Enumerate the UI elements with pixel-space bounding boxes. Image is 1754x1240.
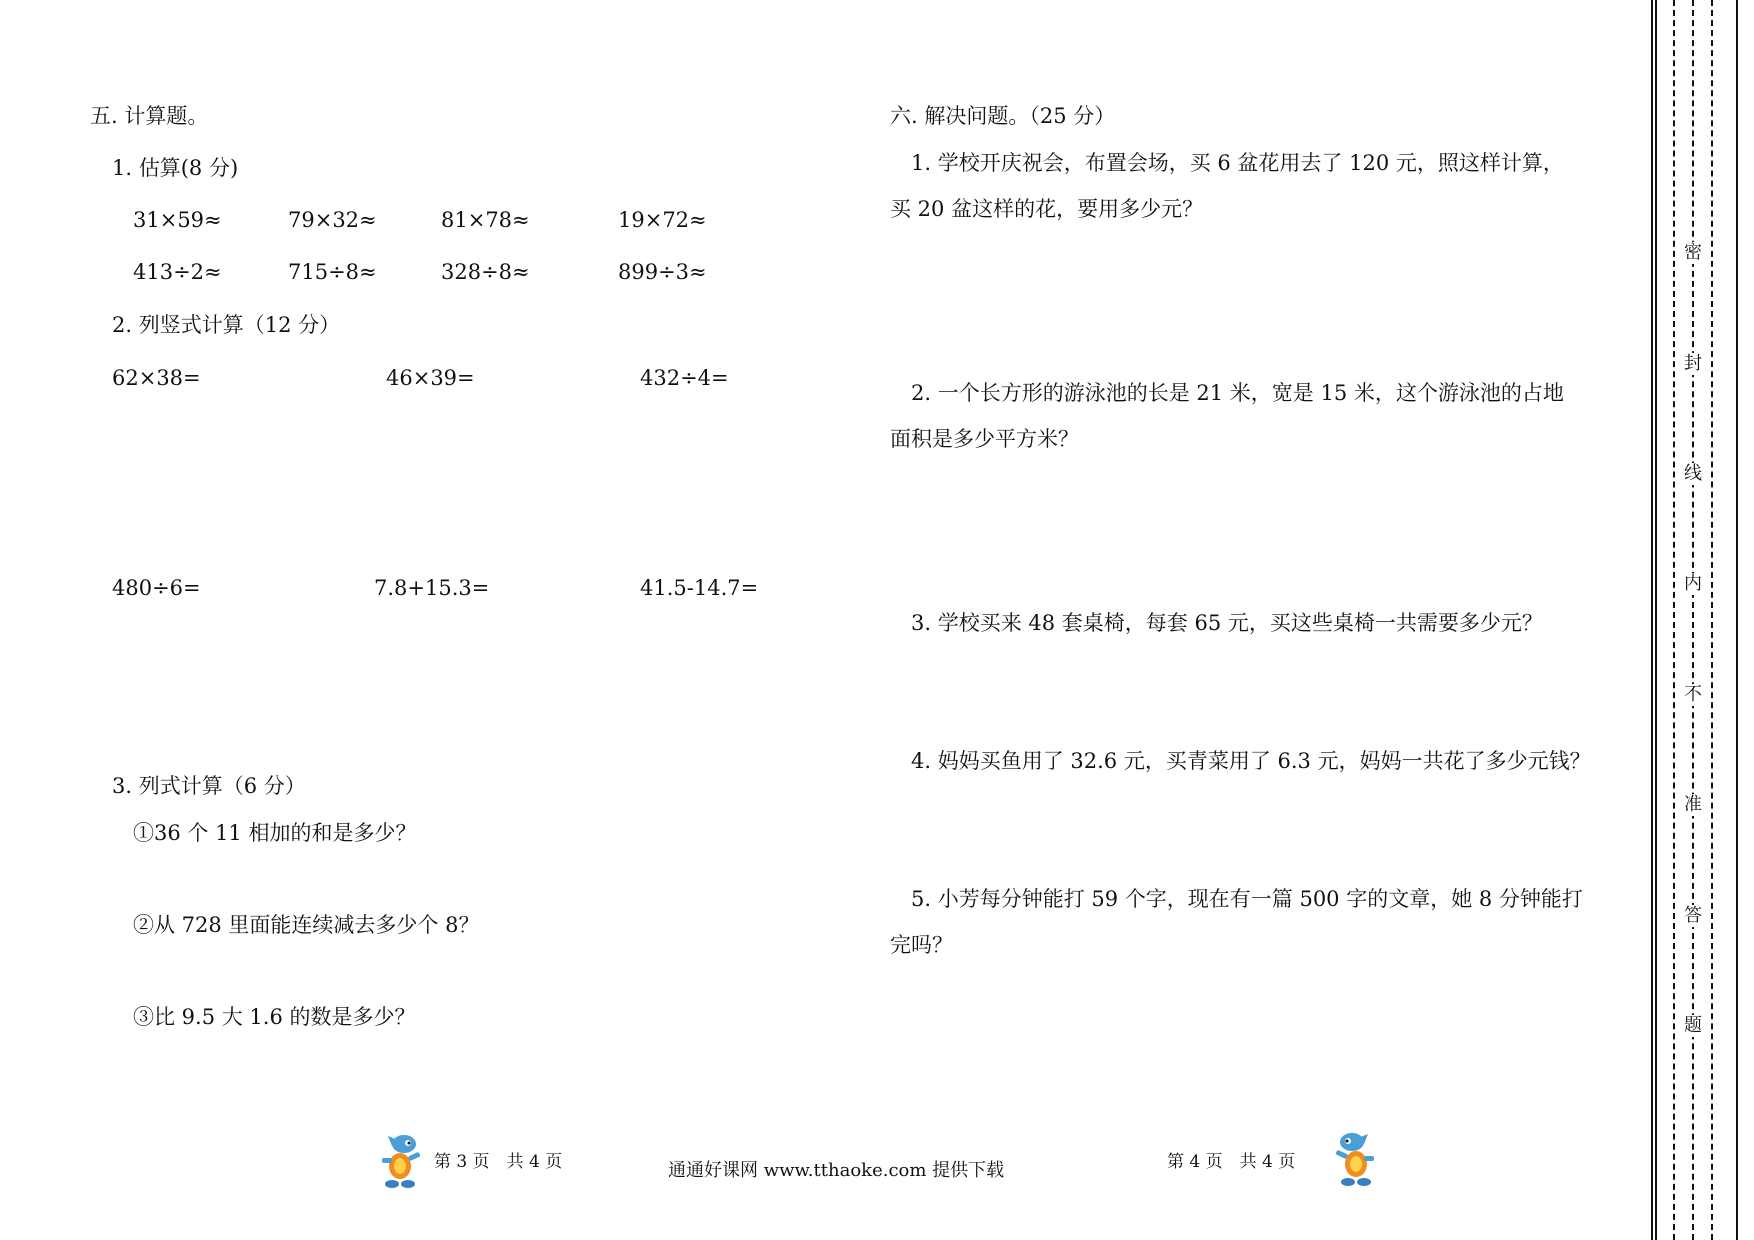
seal-char: 题 (1684, 1015, 1702, 1036)
binding-solid-line (1655, 0, 1657, 1240)
section6-title: 六. 解决问题。（25 分） (890, 104, 1116, 128)
vertical-calc-item: 480÷6= (112, 576, 201, 600)
q3-item: ①36 个 11 相加的和是多少？ (133, 821, 417, 845)
estimate-item: 413÷2≈ (133, 260, 222, 284)
q3-title: 3. 列式计算（6 分） (112, 774, 306, 798)
vertical-calc-item: 62×38= (112, 366, 201, 390)
seal-char: 准 (1684, 794, 1702, 815)
estimate-item: 31×59≈ (133, 208, 222, 232)
problem-1-line-2: 买 20 盆这样的花，要用多少元？ (890, 197, 1204, 221)
seal-char: 内 (1684, 573, 1702, 594)
problem-5-line-2: 完吗？ (890, 933, 953, 957)
mascot-icon (378, 1132, 426, 1194)
q3-item: ②从 728 里面能连续减去多少个 8？ (133, 913, 480, 937)
q1-title: 1. 估算(8 分) (112, 156, 239, 180)
estimate-item: 19×72≈ (618, 208, 707, 232)
section5-title: 五. 计算题。 (90, 104, 209, 128)
footer-center-text: 通通好课网 www.tthaoke.com 提供下载 (668, 1160, 1005, 1181)
seal-char: 密 (1684, 242, 1702, 263)
vertical-calc-item: 432÷4= (640, 366, 729, 390)
q3-item: ③比 9.5 大 1.6 的数是多少？ (133, 1005, 416, 1029)
binding-dashed-line (1692, 0, 1694, 1240)
problem-2-line-2: 面积是多少平方米？ (890, 427, 1079, 451)
estimate-item: 79×32≈ (288, 208, 377, 232)
vertical-calc-item: 46×39= (386, 366, 475, 390)
binding-solid-line (1651, 0, 1653, 1240)
q2-title: 2. 列竖式计算（12 分） (112, 313, 341, 337)
problem-3: 3. 学校买来 48 套桌椅，每套 65 元，买这些桌椅一共需要多少元？ (911, 611, 1543, 635)
binding-dashed-line (1673, 0, 1675, 1240)
problem-4: 4. 妈妈买鱼用了 32.6 元，买青菜用了 6.3 元，妈妈一共花了多少元钱？ (911, 749, 1591, 773)
problem-1-line-1: 1. 学校开庆祝会，布置会场，买 6 盆花用去了 120 元，照这样计算， (911, 151, 1564, 175)
binding-solid-line (1736, 0, 1738, 1240)
mascot-icon (1330, 1130, 1378, 1192)
problem-5-line-1: 5. 小芳每分钟能打 59 个字，现在有一篇 500 字的文章，她 8 分钟能打 (911, 887, 1583, 911)
estimate-item: 81×78≈ (441, 208, 530, 232)
problem-2-line-1: 2. 一个长方形的游泳池的长是 21 米，宽是 15 米，这个游泳池的占地 (911, 381, 1564, 405)
binding-dashed-line (1711, 0, 1713, 1240)
seal-char: 答 (1684, 905, 1702, 926)
seal-char: 封 (1684, 353, 1702, 374)
estimate-item: 899÷3≈ (618, 260, 707, 284)
seal-char: 线 (1684, 463, 1702, 484)
estimate-item: 328÷8≈ (441, 260, 530, 284)
vertical-calc-item: 7.8+15.3= (374, 576, 490, 600)
footer-right-page: 第 4 页 共 4 页 (1167, 1152, 1296, 1172)
estimate-item: 715÷8≈ (288, 260, 377, 284)
seal-char: 不 (1684, 684, 1702, 705)
vertical-calc-item: 41.5-14.7= (640, 576, 759, 600)
footer-left-page: 第 3 页 共 4 页 (434, 1152, 563, 1172)
